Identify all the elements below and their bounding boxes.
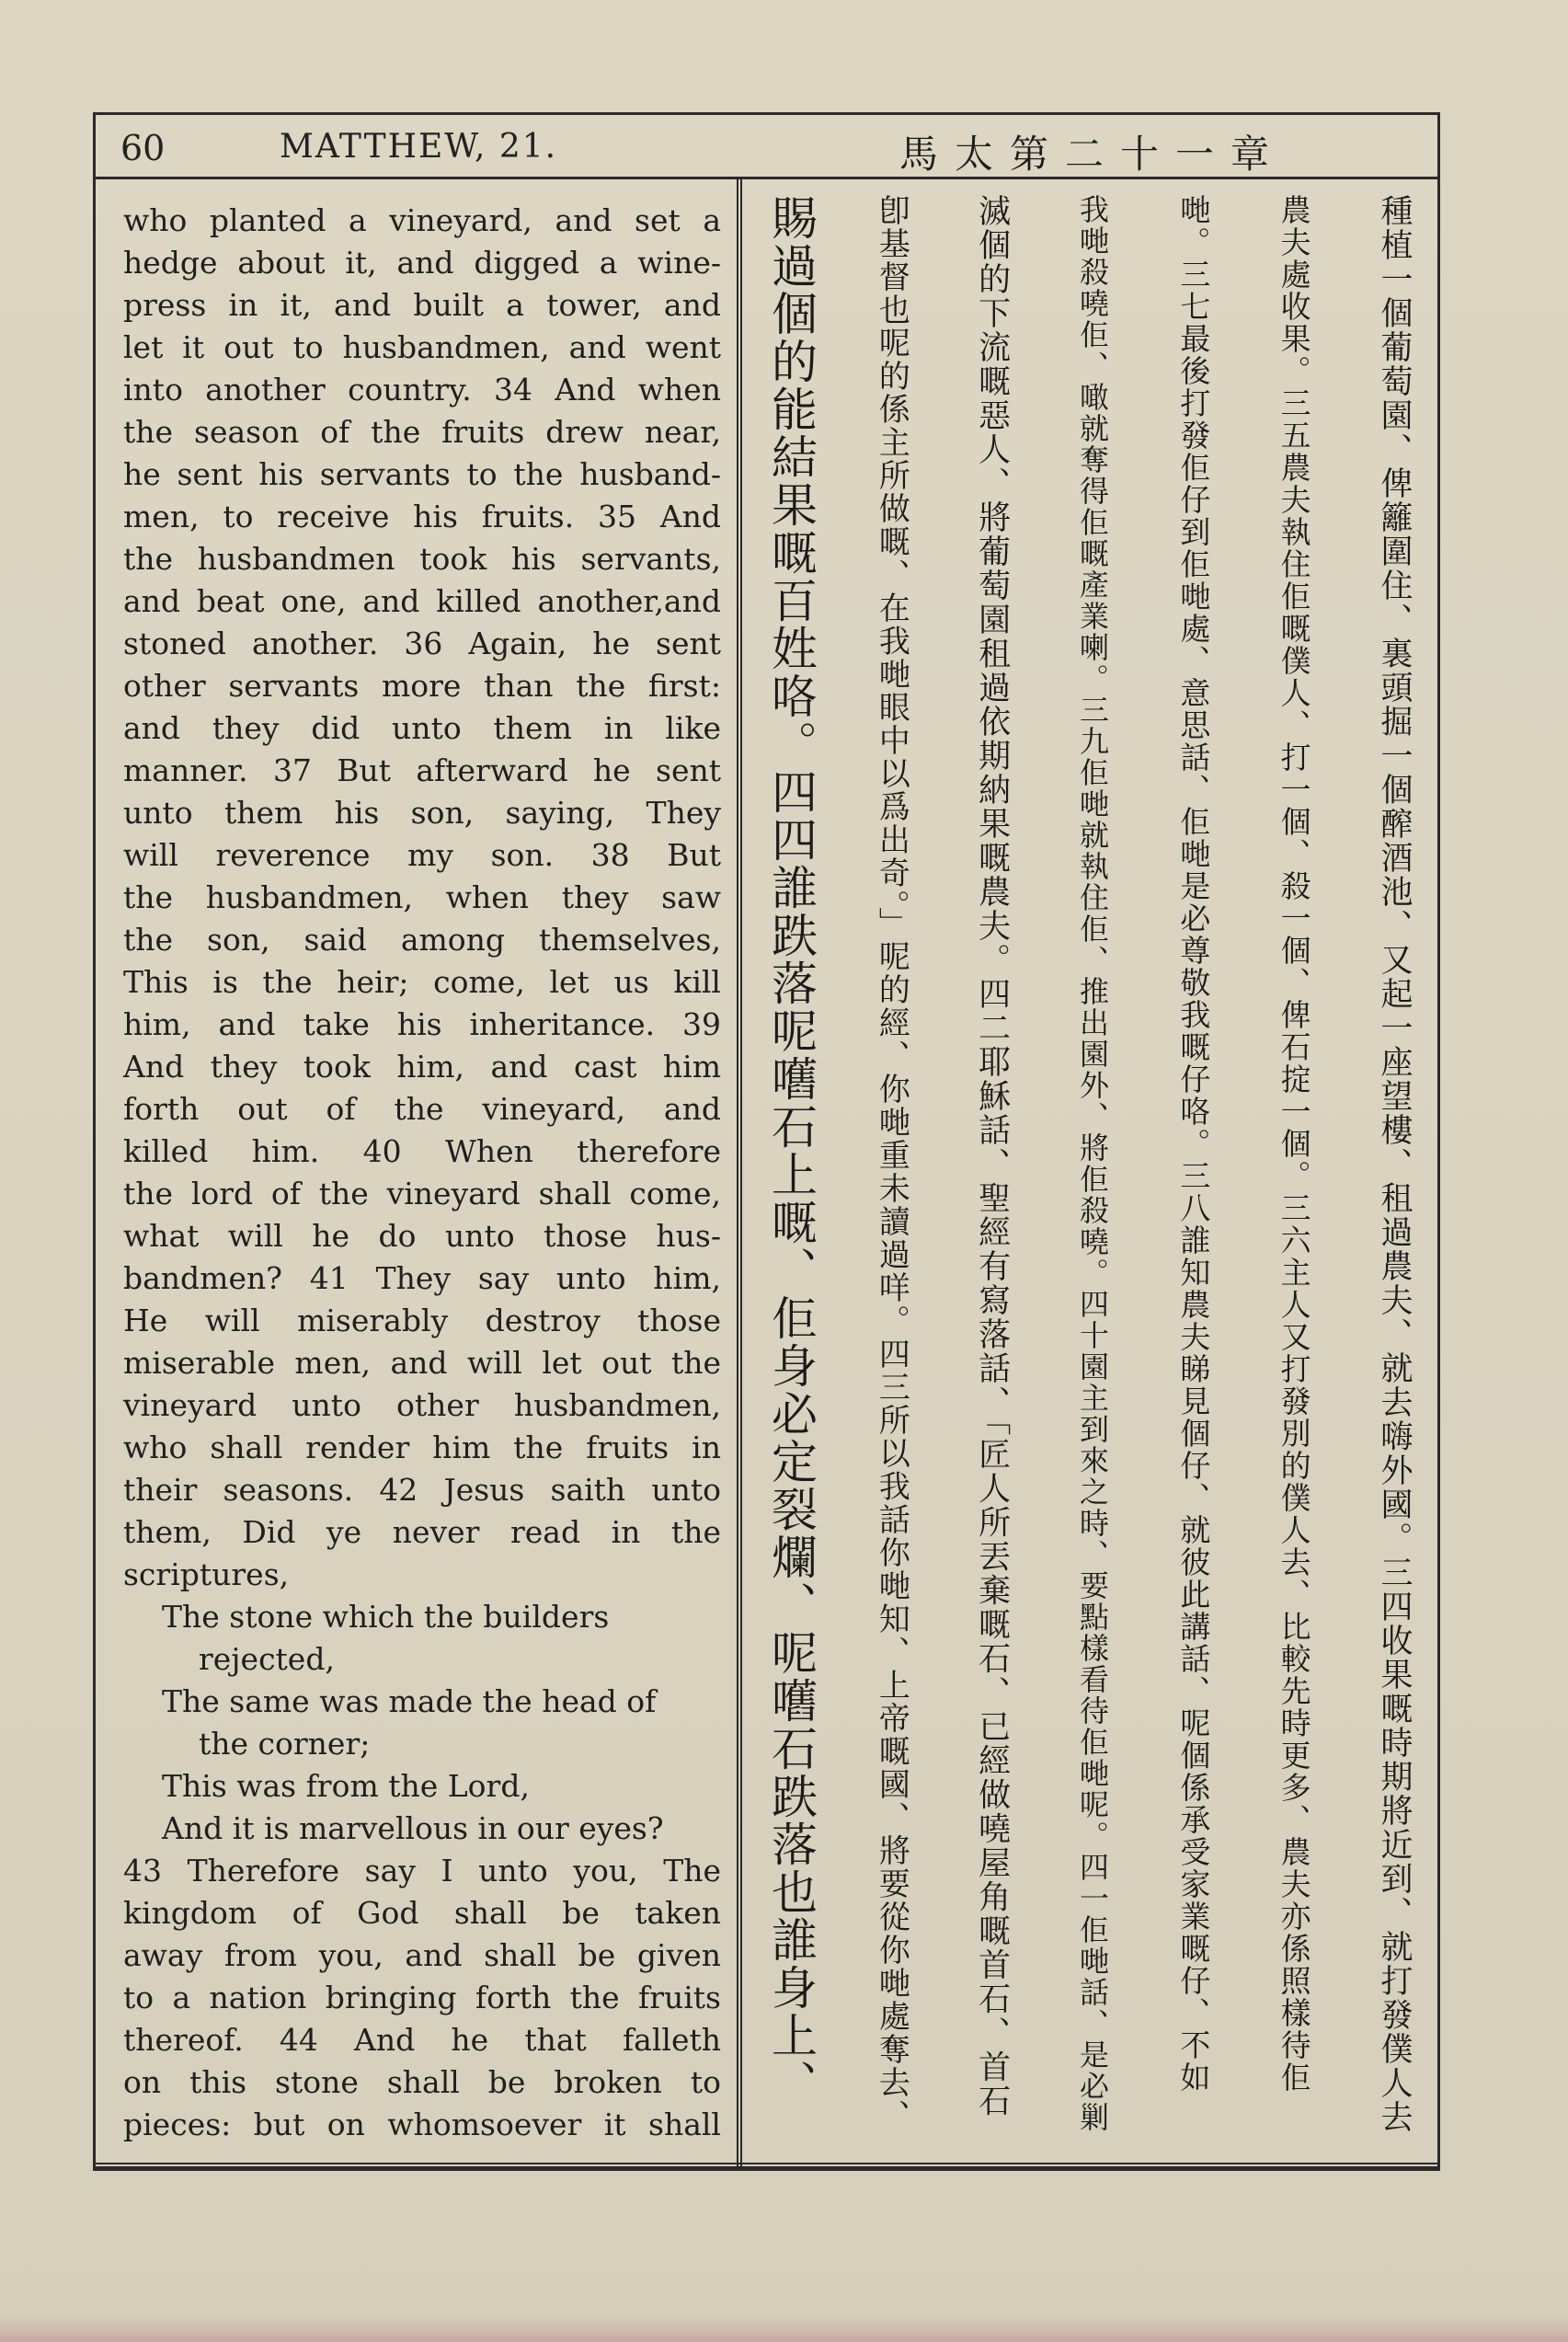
english-line: men, to receive his fruits. 35 And: [123, 499, 721, 534]
english-line: hedge about it, and digged a wine-: [123, 245, 721, 281]
english-line: 43 Therefore say I unto you, The: [123, 1853, 721, 1889]
page-number: 60: [120, 128, 166, 168]
english-line: scriptures,: [123, 1556, 290, 1592]
english-line: pieces: but on whomsoever it shall: [123, 2107, 721, 2142]
english-line: He will miserably destroy those: [123, 1303, 721, 1338]
english-line: miserable men, and will let out the: [123, 1345, 721, 1381]
english-line: to a nation bringing forth the fruits: [123, 1980, 721, 2015]
page-header: [96, 115, 1437, 179]
english-line: him, and take his inheritance. 39: [123, 1006, 721, 1042]
english-line: will reverence my son. 38 But: [123, 837, 721, 873]
english-line: thereof. 44 And he that falleth: [123, 2022, 721, 2058]
page-edge: [0, 2316, 1568, 2342]
chinese-line: 哋。三七最後打發佢仔到佢哋處、意思話、佢哋是必尊敬我嘅仔咯。三八誰知農夫睇見個仔、就彼此講話、呢個係承受家業嘅仔、不如: [1175, 194, 1212, 2094]
column-divider: [737, 179, 742, 2166]
chinese-running-title: 馬太第二十一章: [898, 132, 1286, 177]
chinese-line: 農夫處收果。三五農夫執住佢嘅僕人、打一個、殺一個、俾石掟一個。三六主人又打發別的僕人去、比較先時更多、農夫亦係照樣待佢: [1276, 194, 1312, 2094]
english-line: And they took him, and cast him: [123, 1049, 721, 1085]
running-title: MATTHEW, 21.: [280, 128, 558, 166]
english-line: bandmen? 41 They say unto him,: [123, 1260, 721, 1296]
english-line: killed him. 40 When therefore: [123, 1133, 721, 1169]
poem-line: The same was made the head of: [162, 1683, 657, 1719]
page-frame: [93, 112, 1440, 2171]
english-line: what will he do unto those hus-: [123, 1218, 721, 1254]
english-line: stoned another. 36 Again, he sent: [123, 626, 721, 661]
chinese-line: 卽基督也呢的係主所做嘅、在我哋眼中以爲出奇。」呢的經、你哋重未讀過咩。四三所以我話你哋知、上帝嘅國、將要從你哋處奪去、: [873, 194, 910, 2132]
english-line: manner. 37 But afterward he sent: [123, 752, 721, 788]
chinese-line: 種植一個葡萄園、俾籬圍住、裏頭掘一個醡酒池、又起一座望樓、租過農夫、就去嗨外國。三四收果嘅時期將近到、就打發僕人去: [1375, 194, 1413, 2134]
english-line: on this stone shall be broken to: [123, 2064, 721, 2100]
english-line: the season of the fruits drew near,: [123, 414, 721, 450]
english-line: press in it, and built a tower, and: [123, 287, 721, 323]
chinese-line: 滅個的下流嘅惡人、將葡萄園租過依期納果嘅農夫。四二耶穌話、聖經有寫落話、「匠人所丟棄嘅石、已經做嘵屋角嘅首石、首石: [973, 194, 1011, 2118]
poem-line: rejected,: [199, 1641, 335, 1677]
english-line: the husbandmen, when they saw: [123, 879, 721, 915]
english-line: the son, said among themselves,: [123, 922, 721, 958]
english-line: kingdom of God shall be taken: [123, 1895, 721, 1931]
chinese-line: 賜過個的能結果嘅百姓咯。四四誰跌落呢嚿石上嘅、佢身必定裂爛、呢嚿石跌落也誰身上、: [764, 194, 818, 2107]
poem-line: This was from the Lord,: [162, 1768, 530, 1804]
poem-line: The stone which the builders: [162, 1599, 610, 1635]
chinese-line: 我哋殺嘵佢、噉就奪得佢嘅產業喇。三九佢哋就執住佢、推出園外、將佢殺嘵。四十園主到來之時、要點樣看待佢哋呢。四一佢哋話、是必剿: [1074, 194, 1110, 2133]
english-line: This is the heir; come, let us kill: [123, 964, 721, 1000]
english-line: and beat one, and killed another,and: [123, 583, 721, 619]
english-line: the lord of the vineyard shall come,: [123, 1176, 721, 1211]
english-line: unto them his son, saying, They: [123, 795, 721, 831]
english-line: the husbandmen took his servants,: [123, 541, 721, 577]
english-line: vineyard unto other husbandmen,: [123, 1387, 721, 1423]
english-line: their seasons. 42 Jesus saith unto: [123, 1472, 721, 1508]
english-line: let it out to husbandmen, and went: [123, 329, 721, 365]
chinese-text-column: [749, 194, 1436, 2140]
english-line: them, Did ye never read in the: [123, 1514, 721, 1550]
english-line: who planted a vineyard, and set a: [123, 202, 721, 238]
poem-line: the corner;: [199, 1726, 371, 1762]
english-text-column: [123, 200, 721, 2146]
english-line: and they did unto them in like: [123, 710, 721, 746]
english-line: who shall render him the fruits in: [123, 1429, 721, 1465]
english-line: other servants more than the first:: [123, 668, 721, 704]
english-line: forth out of the vineyard, and: [123, 1091, 721, 1127]
english-line: he sent his servants to the husband-: [123, 456, 721, 492]
poem-line: And it is marvellous in our eyes?: [162, 1810, 664, 1846]
bottom-rule: [96, 2163, 1437, 2168]
english-line: into another country. 34 And when: [123, 372, 721, 408]
english-line: away from you, and shall be given: [123, 1937, 721, 1973]
